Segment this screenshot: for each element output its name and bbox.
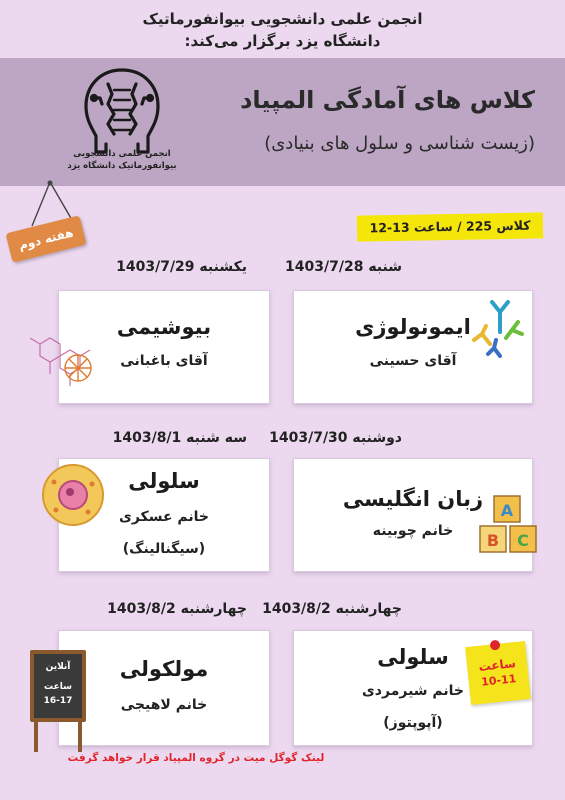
session-teacher: آقای باغبانی bbox=[120, 353, 208, 369]
day-name: دوشنبه bbox=[352, 430, 402, 446]
pin-icon bbox=[490, 640, 501, 651]
day-name: چهارشنبه bbox=[335, 601, 402, 617]
day-date: 1403/8/2 bbox=[107, 601, 176, 617]
intro-text bbox=[0, 8, 565, 52]
session-subject: سلولی bbox=[377, 645, 449, 669]
antibody-icon bbox=[460, 292, 530, 362]
session-subject: مولکولی bbox=[119, 657, 209, 681]
intro-line2: دانشگاه یزد برگزار می‌کند: bbox=[184, 32, 381, 50]
day-label-monday bbox=[269, 430, 402, 446]
intro-line1: انجمن علمی دانشجویی بیوانفورماتیک bbox=[142, 10, 423, 28]
session-teacher: خانم لاهیجی bbox=[120, 697, 208, 713]
logo-caption-line1: انجمن علمی دانشجویی bbox=[73, 149, 171, 159]
chalkboard-icon bbox=[30, 650, 86, 722]
day-label-saturday bbox=[285, 259, 402, 275]
session-subject: زبان انگلیسی bbox=[342, 487, 484, 511]
day-name: چهارشنبه bbox=[180, 601, 247, 617]
board-line2: ساعت bbox=[44, 682, 72, 692]
molecule-icon bbox=[20, 324, 104, 394]
session-teacher: خانم چوبینه bbox=[372, 523, 454, 539]
board-leg bbox=[34, 718, 38, 752]
day-date: 1403/7/28 bbox=[285, 259, 364, 275]
day-name: شنبه bbox=[368, 259, 402, 275]
svg-text:A: A bbox=[500, 501, 514, 520]
day-name: سه شنبه bbox=[186, 430, 247, 446]
day-date: 1403/7/30 bbox=[269, 430, 348, 446]
session-teacher: خانم عسکری bbox=[119, 509, 209, 525]
class-info-badge: کلاس 225 / ساعت 13-12 bbox=[357, 212, 543, 241]
session-teacher: خانم شیرمردی bbox=[361, 683, 465, 699]
time-sticky-note bbox=[465, 641, 531, 705]
day-date: 1403/8/2 bbox=[262, 601, 331, 617]
day-label-wednesday-2 bbox=[107, 601, 247, 617]
session-teacher: آقای حسینی bbox=[369, 353, 457, 369]
board-leg bbox=[78, 718, 82, 752]
abc-blocks-icon bbox=[476, 494, 542, 556]
session-subject: ایمونولوژی bbox=[355, 315, 471, 339]
day-label-tuesday bbox=[113, 430, 247, 446]
page-title: کلاس های آمادگی المپیاد bbox=[240, 86, 535, 114]
session-subject: سلولی bbox=[128, 469, 200, 493]
session-subject: بیوشیمی bbox=[116, 315, 212, 339]
sticky-label: ساعت bbox=[477, 656, 517, 674]
day-date: 1403/7/29 bbox=[116, 259, 195, 275]
svg-text:B: B bbox=[486, 531, 500, 550]
logo-caption-line2: بیوانفورماتیک دانشگاه یزد bbox=[67, 161, 177, 171]
page-subtitle: (زیست شناسی و سلول های بنیادی) bbox=[264, 133, 535, 154]
day-date: 1403/8/1 bbox=[112, 430, 182, 446]
day-label-sunday bbox=[116, 259, 247, 275]
week-sign: هفته دوم bbox=[5, 215, 86, 262]
session-topic: (آپوپتوز) bbox=[383, 715, 443, 731]
logo-caption bbox=[48, 148, 196, 172]
day-name: یکشنبه bbox=[199, 259, 247, 275]
board-line1: آنلاین bbox=[45, 662, 71, 672]
sticky-time: 10-11 bbox=[480, 672, 517, 689]
cell-icon bbox=[40, 462, 106, 528]
session-topic: (سیگنالینگ) bbox=[122, 541, 206, 557]
footer-note: لینک گوگل میت در گروه المپیاد قرار خواهد گرفت bbox=[67, 752, 325, 764]
svg-text:C: C bbox=[517, 531, 529, 550]
board-line3: 16-17 bbox=[43, 696, 73, 706]
day-label-wednesday-1 bbox=[262, 601, 402, 617]
session-card-molecular bbox=[58, 630, 270, 746]
